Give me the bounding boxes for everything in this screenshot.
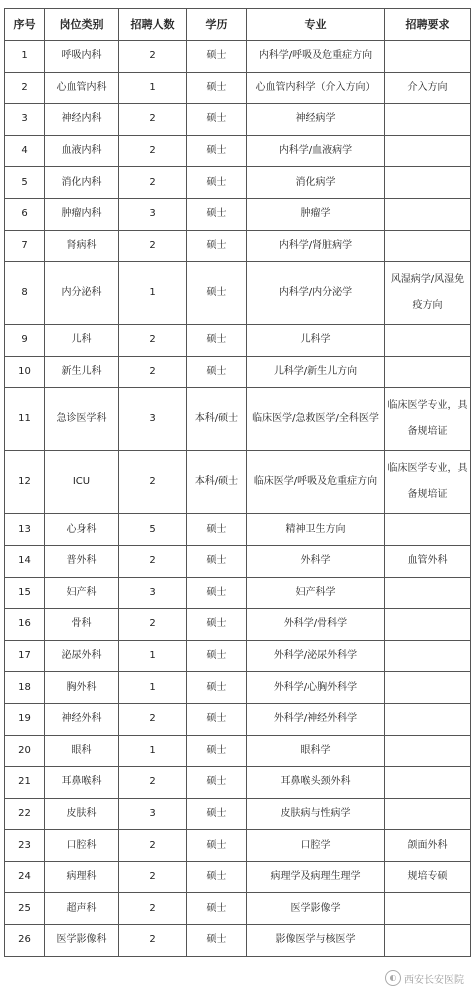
- cell-req: [385, 577, 471, 609]
- cell-req: [385, 893, 471, 925]
- cell-major: 儿科学: [247, 325, 385, 357]
- cell-no: 21: [5, 767, 45, 799]
- cell-count: 1: [119, 72, 187, 104]
- cell-req: [385, 104, 471, 136]
- cell-edu: 硕士: [187, 735, 247, 767]
- cell-edu: 硕士: [187, 672, 247, 704]
- cell-edu: 本科/硕士: [187, 388, 247, 451]
- cell-post: 神经内科: [45, 104, 119, 136]
- watermark: [385, 970, 464, 986]
- cell-no: 3: [5, 104, 45, 136]
- cell-count: 3: [119, 798, 187, 830]
- cell-major: 儿科学/新生儿方向: [247, 356, 385, 388]
- cell-no: 1: [5, 41, 45, 73]
- cell-edu: 硕士: [187, 861, 247, 893]
- cell-no: 24: [5, 861, 45, 893]
- cell-req: [385, 167, 471, 199]
- cell-edu: 硕士: [187, 609, 247, 641]
- cell-post: 皮肤科: [45, 798, 119, 830]
- cell-edu: 硕士: [187, 545, 247, 577]
- table-row: [5, 609, 471, 641]
- cell-no: 12: [5, 451, 45, 514]
- cell-req: 临床医学专业，具备规培证: [385, 388, 471, 451]
- cell-count: 3: [119, 198, 187, 230]
- cell-req: [385, 798, 471, 830]
- cell-req: 血管外科: [385, 545, 471, 577]
- cell-major: 内科学/呼吸及危重症方向: [247, 41, 385, 73]
- cell-req: [385, 41, 471, 73]
- table-row: [5, 798, 471, 830]
- cell-req: [385, 135, 471, 167]
- cell-edu: 硕士: [187, 640, 247, 672]
- cell-count: 2: [119, 893, 187, 925]
- cell-post: 儿科: [45, 325, 119, 357]
- table-row: [5, 830, 471, 862]
- cell-count: 2: [119, 104, 187, 136]
- table-body: [5, 41, 471, 957]
- cell-req: [385, 640, 471, 672]
- cell-post: 耳鼻喉科: [45, 767, 119, 799]
- cell-major: 心血管内科学（介入方向）: [247, 72, 385, 104]
- cell-major: 内科学/肾脏病学: [247, 230, 385, 262]
- table-row: [5, 72, 471, 104]
- table-row: [5, 925, 471, 957]
- table-row: [5, 577, 471, 609]
- col-header-post: 岗位类别: [45, 9, 119, 41]
- cell-count: 2: [119, 325, 187, 357]
- table-row: [5, 514, 471, 546]
- cell-post: 超声科: [45, 893, 119, 925]
- cell-no: 2: [5, 72, 45, 104]
- cell-no: 19: [5, 703, 45, 735]
- cell-req: [385, 703, 471, 735]
- cell-no: 22: [5, 798, 45, 830]
- cell-req: [385, 767, 471, 799]
- cell-no: 10: [5, 356, 45, 388]
- cell-no: 8: [5, 262, 45, 325]
- cell-count: 3: [119, 388, 187, 451]
- cell-major: 外科学/骨科学: [247, 609, 385, 641]
- cell-major: 医学影像学: [247, 893, 385, 925]
- cell-edu: 本科/硕士: [187, 451, 247, 514]
- table-row: [5, 767, 471, 799]
- cell-req: [385, 356, 471, 388]
- cell-edu: 硕士: [187, 41, 247, 73]
- cell-edu: 硕士: [187, 104, 247, 136]
- cell-edu: 硕士: [187, 925, 247, 957]
- cell-count: 1: [119, 640, 187, 672]
- cell-major: 耳鼻喉头颈外科: [247, 767, 385, 799]
- cell-count: 2: [119, 830, 187, 862]
- col-header-no: 序号: [5, 9, 45, 41]
- col-header-major: 专业: [247, 9, 385, 41]
- cell-edu: 硕士: [187, 356, 247, 388]
- cell-no: 5: [5, 167, 45, 199]
- cell-edu: 硕士: [187, 72, 247, 104]
- cell-no: 20: [5, 735, 45, 767]
- cell-req: 临床医学专业，具备规培证: [385, 451, 471, 514]
- col-header-count: 招聘人数: [119, 9, 187, 41]
- cell-req: [385, 230, 471, 262]
- watermark-text: 西安长安医院: [404, 974, 464, 986]
- cell-edu: 硕士: [187, 577, 247, 609]
- cell-req: [385, 514, 471, 546]
- cell-count: 2: [119, 356, 187, 388]
- table-row: [5, 640, 471, 672]
- cell-post: 眼科: [45, 735, 119, 767]
- cell-edu: 硕士: [187, 798, 247, 830]
- cell-major: 眼科学: [247, 735, 385, 767]
- cell-post: 急诊医学科: [45, 388, 119, 451]
- cell-req: 规培专硕: [385, 861, 471, 893]
- cell-count: 2: [119, 609, 187, 641]
- cell-no: 4: [5, 135, 45, 167]
- cell-edu: 硕士: [187, 230, 247, 262]
- cell-post: 呼吸内科: [45, 41, 119, 73]
- cell-major: 妇产科学: [247, 577, 385, 609]
- cell-edu: 硕士: [187, 262, 247, 325]
- table-row: [5, 735, 471, 767]
- wechat-icon: ◐: [385, 970, 401, 986]
- cell-count: 2: [119, 767, 187, 799]
- cell-req: [385, 925, 471, 957]
- cell-post: 新生儿科: [45, 356, 119, 388]
- cell-post: 血液内科: [45, 135, 119, 167]
- cell-edu: 硕士: [187, 135, 247, 167]
- cell-count: 2: [119, 451, 187, 514]
- cell-count: 2: [119, 703, 187, 735]
- table-row: [5, 325, 471, 357]
- cell-count: 2: [119, 545, 187, 577]
- table-row: [5, 262, 471, 325]
- cell-edu: 硕士: [187, 198, 247, 230]
- cell-req: [385, 198, 471, 230]
- cell-post: 内分泌科: [45, 262, 119, 325]
- cell-count: 2: [119, 167, 187, 199]
- table-row: [5, 230, 471, 262]
- cell-major: 临床医学/急救医学/全科医学: [247, 388, 385, 451]
- cell-post: 肿瘤内科: [45, 198, 119, 230]
- cell-count: 2: [119, 41, 187, 73]
- cell-edu: 硕士: [187, 703, 247, 735]
- cell-major: 外科学: [247, 545, 385, 577]
- cell-count: 2: [119, 230, 187, 262]
- cell-post: 病理科: [45, 861, 119, 893]
- cell-no: 25: [5, 893, 45, 925]
- cell-req: [385, 609, 471, 641]
- cell-no: 23: [5, 830, 45, 862]
- cell-edu: 硕士: [187, 167, 247, 199]
- recruitment-table: [4, 8, 471, 957]
- table-row: [5, 703, 471, 735]
- cell-count: 5: [119, 514, 187, 546]
- cell-no: 6: [5, 198, 45, 230]
- cell-post: 妇产科: [45, 577, 119, 609]
- cell-edu: 硕士: [187, 830, 247, 862]
- cell-post: 神经外科: [45, 703, 119, 735]
- cell-post: 医学影像科: [45, 925, 119, 957]
- cell-req: 风湿病学/风湿免疫方向: [385, 262, 471, 325]
- table-row: [5, 893, 471, 925]
- cell-count: 1: [119, 735, 187, 767]
- cell-count: 2: [119, 135, 187, 167]
- table-row: [5, 356, 471, 388]
- cell-post: 心血管内科: [45, 72, 119, 104]
- cell-post: 胸外科: [45, 672, 119, 704]
- cell-no: 13: [5, 514, 45, 546]
- table-row: [5, 198, 471, 230]
- col-header-edu: 学历: [187, 9, 247, 41]
- cell-edu: 硕士: [187, 514, 247, 546]
- cell-post: 心身科: [45, 514, 119, 546]
- cell-no: 26: [5, 925, 45, 957]
- cell-edu: 硕士: [187, 767, 247, 799]
- table-row: [5, 104, 471, 136]
- cell-no: 15: [5, 577, 45, 609]
- cell-no: 16: [5, 609, 45, 641]
- cell-req: 颌面外科: [385, 830, 471, 862]
- table-row: [5, 135, 471, 167]
- cell-post: 口腔科: [45, 830, 119, 862]
- table-row: [5, 545, 471, 577]
- cell-no: 17: [5, 640, 45, 672]
- cell-no: 11: [5, 388, 45, 451]
- cell-post: 消化内科: [45, 167, 119, 199]
- cell-major: 内科学/内分泌学: [247, 262, 385, 325]
- cell-major: 精神卫生方向: [247, 514, 385, 546]
- cell-count: 1: [119, 672, 187, 704]
- cell-req: [385, 672, 471, 704]
- cell-major: 内科学/血液病学: [247, 135, 385, 167]
- cell-edu: 硕士: [187, 893, 247, 925]
- table-row: [5, 672, 471, 704]
- cell-req: 介入方向: [385, 72, 471, 104]
- table-row: [5, 451, 471, 514]
- cell-post: 骨科: [45, 609, 119, 641]
- table-row: [5, 41, 471, 73]
- cell-no: 7: [5, 230, 45, 262]
- cell-req: [385, 735, 471, 767]
- cell-post: 泌尿外科: [45, 640, 119, 672]
- table-row: [5, 167, 471, 199]
- cell-post: 肾病科: [45, 230, 119, 262]
- cell-no: 18: [5, 672, 45, 704]
- table-header-row: [5, 9, 471, 41]
- table-row: [5, 861, 471, 893]
- cell-no: 9: [5, 325, 45, 357]
- col-header-req: 招聘要求: [385, 9, 471, 41]
- cell-major: 肿瘤学: [247, 198, 385, 230]
- table-row: [5, 388, 471, 451]
- cell-major: 神经病学: [247, 104, 385, 136]
- cell-count: 2: [119, 925, 187, 957]
- cell-edu: 硕士: [187, 325, 247, 357]
- cell-major: 皮肤病与性病学: [247, 798, 385, 830]
- cell-major: 临床医学/呼吸及危重症方向: [247, 451, 385, 514]
- cell-major: 外科学/神经外科学: [247, 703, 385, 735]
- cell-major: 外科学/泌尿外科学: [247, 640, 385, 672]
- cell-major: 影像医学与核医学: [247, 925, 385, 957]
- cell-count: 1: [119, 262, 187, 325]
- cell-major: 口腔学: [247, 830, 385, 862]
- cell-count: 3: [119, 577, 187, 609]
- cell-count: 2: [119, 861, 187, 893]
- cell-req: [385, 325, 471, 357]
- cell-major: 外科学/心胸外科学: [247, 672, 385, 704]
- cell-major: 消化病学: [247, 167, 385, 199]
- cell-major: 病理学及病理生理学: [247, 861, 385, 893]
- cell-post: ICU: [45, 451, 119, 514]
- cell-no: 14: [5, 545, 45, 577]
- cell-post: 普外科: [45, 545, 119, 577]
